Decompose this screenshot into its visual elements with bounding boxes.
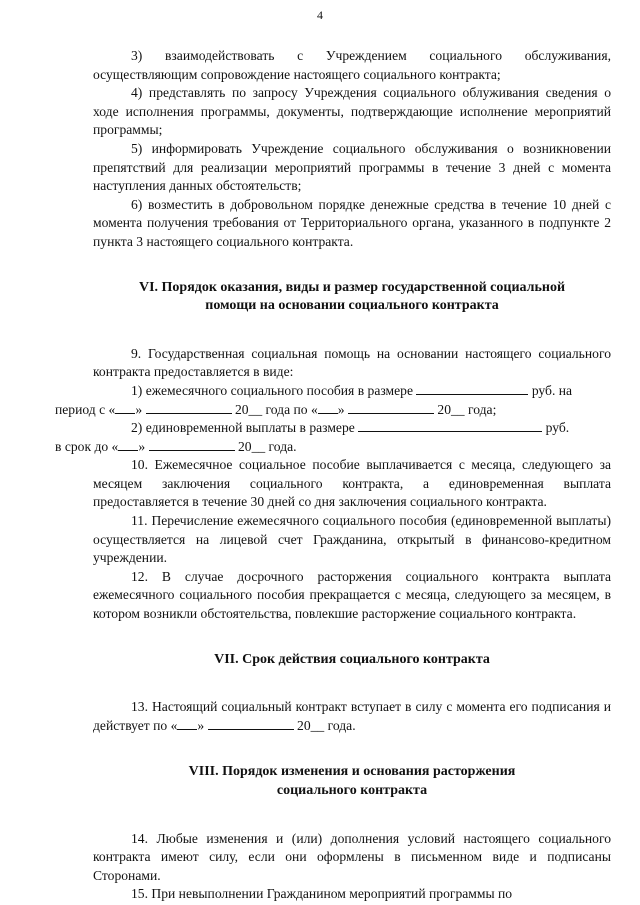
end-month-blank (208, 717, 294, 730)
paragraph-6: 6) возместить в добровольном порядке денежные средства в течение 10 дней с момента получения требования от Территориального органа, указанного в подпункте 2 пункта 3 настоящего социального контракта. (93, 196, 611, 249)
paragraph-10: 10. Ежемесячное социальное пособие выплачивается с месяца, следующего за месяцем заключения социального контракта, а единовременная выплата предоставляется в течение 30 дней со дня заключения социального контракта. (93, 457, 611, 510)
section-8-heading-line1: VIII. Порядок изменения и основания расторжения (188, 764, 516, 780)
section-6-heading-line1: VI. Порядок оказания, виды и размер государственной социальной (138, 279, 566, 295)
paragraph-3: 3) взаимодействовать с Учреждением социального обслуживания, осуществляющим сопровождение настоящего социального контракта; (93, 48, 611, 82)
section-8-heading-line2: социального контракта (276, 783, 428, 798)
paragraph-9: 9. Государственная социальная помощь на основании настоящего социального контракта предоставляется в виде: (93, 345, 611, 380)
section-6-heading (93, 279, 611, 316)
section-6-heading-line2: помощи на основании социального контракта (205, 298, 499, 314)
term-month-blank (149, 438, 235, 451)
paragraph-14: 14. Любые изменения и (или) дополнения условий настоящего социального контракта имеют силу, если они оформлены в письменном виде и подписаны Сторонами. (93, 830, 611, 883)
section-8-heading (93, 763, 611, 800)
section-7-heading: VII. Срок действия социального контракта (214, 651, 490, 667)
end-day-blank (177, 717, 197, 730)
paragraph-13: 13. Настоящий социальный контракт вступает в силу с момента его подписания и действует по « » 20__ года. (93, 699, 611, 733)
paragraph-11: 11. Перечисление ежемесячного социального пособия (единовременной выплаты) осуществляется на лицевой счет Гражданина, открытый в финансово-кредитном учреждении. (93, 513, 611, 566)
day-blank (115, 401, 135, 414)
paragraph-5: 5) информировать Учреждение социального обслуживания о возникновении препятствий для реализации мероприятий программы в течение 3 дней с момента наступления данных обстоятельств; (93, 140, 611, 194)
month-blank (146, 401, 232, 414)
term-day-blank (118, 438, 138, 451)
paragraph-9-2: 2) единовременной выплаты в размере руб. в срок до « » 20__ года. (55, 420, 570, 454)
document-body (55, 47, 611, 904)
lump-amount-blank (358, 419, 542, 432)
amount-blank (416, 382, 528, 395)
paragraph-4: 4) представлять по запросу Учреждения социального облуживания сведения о ходе исполнения программы, документы, подтверждающие исполнение мероприятий программы; (93, 85, 611, 138)
page-number: 4 (317, 8, 323, 22)
paragraph-9-1: 1) ежемесячного социального пособия в размере руб. на период с « » 20__ года по « » 20__ года; (55, 382, 573, 417)
day-blank-2 (318, 401, 338, 414)
month-blank-2 (348, 401, 434, 414)
paragraph-15: 15. При невыполнении Гражданином мероприятий программы по (131, 886, 513, 902)
paragraph-12: 12. В случае досрочного расторжения социального контракта выплата ежемесячного социального пособия прекращается с месяца, следующего за месяцем, в котором возникли обстоятельства, повлекшие расторжение социального контракта. (93, 568, 611, 622)
